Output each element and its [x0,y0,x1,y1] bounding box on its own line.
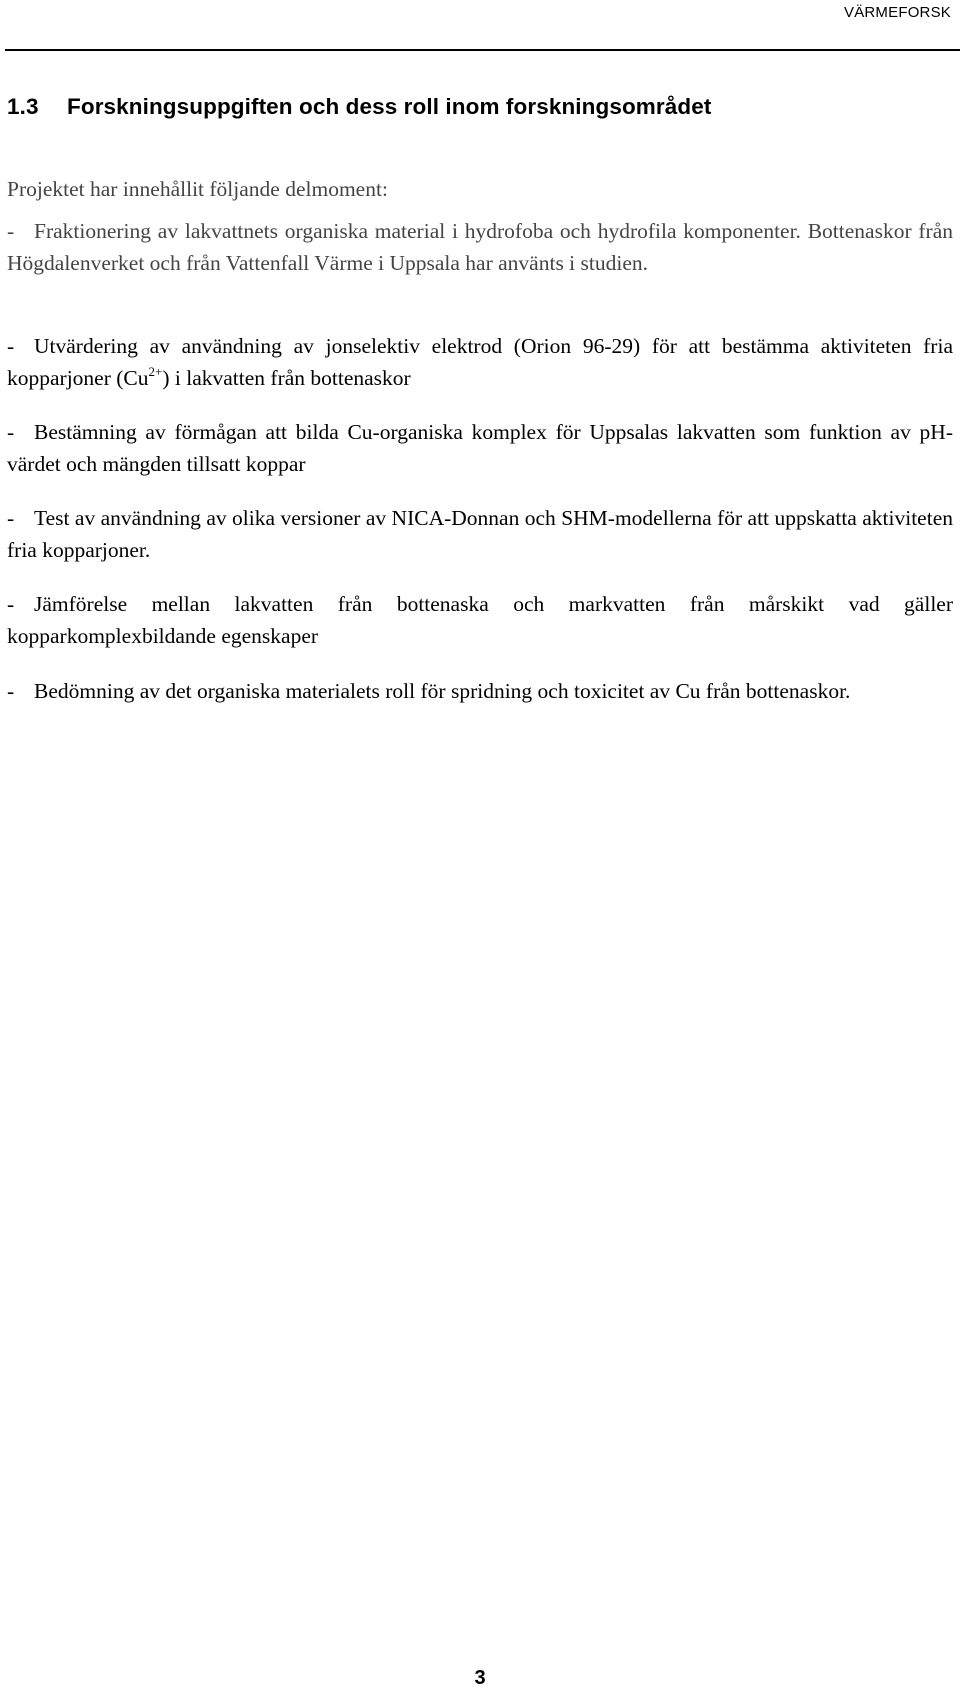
page-number: 3 [474,1667,486,1689]
list-dash: - [7,334,15,358]
list-item-text: Bestämning av förmågan att bilda Cu-organiska komplex för Uppsalas lakvatten som funktion av pH-värdet och mängden tillsatt koppar [7,420,953,476]
list-item-test [7,503,953,566]
list-item-utvardering [7,331,953,394]
header-rule [5,49,960,51]
list-item-text-after: ) i lakvatten från bottenaskor [162,365,411,390]
list-dash: - [7,679,15,703]
charge-superscript: 2+ [148,363,163,379]
list-item-jamforelse [7,589,953,652]
section-number: 1.3 [7,94,39,119]
list-item-fraktionering [7,216,953,279]
section-title: Forskningsuppgiften och dess roll inom forskningsområdet [67,94,712,119]
section-heading [7,94,711,120]
list-dash: - [7,420,15,444]
list-dash: - [7,592,15,616]
list-dash: - [7,219,15,243]
list-item-bedomning [7,676,953,708]
list-item-text: Fraktionering av lakvattnets organiska material i hydrofoba och hydrofila komponenter. Bottenaskor från Högdalenverket och från Vattenfall Värme i Uppsala har använts i studien. [7,219,953,275]
list-item-text: Jämförelse mellan lakvatten från bottenaska och markvatten från mårskikt vad gäller kopparkomplexbildande egenskaper [7,592,953,648]
list-dash: - [7,506,15,530]
intro-paragraph: Projektet har innehållit följande delmoment: [7,177,388,201]
list-item-bestamning [7,417,953,480]
list-item-text: Test av användning av olika versioner av NICA-Donnan och SHM-modellerna för att uppskatta aktiviteten fria kopparjoner. [7,506,953,562]
list-item-text-before: Utvärdering av användning av jonselektiv elektrod (Orion 96-29) för att bestämma aktiviteten fria kopparjoner (Cu [7,334,953,390]
running-header: VÄRMEFORSK [843,4,951,21]
list-item-text: Bedömning av det organiska materialets roll för spridning och toxicitet av Cu från bottenaskor. [34,679,851,703]
